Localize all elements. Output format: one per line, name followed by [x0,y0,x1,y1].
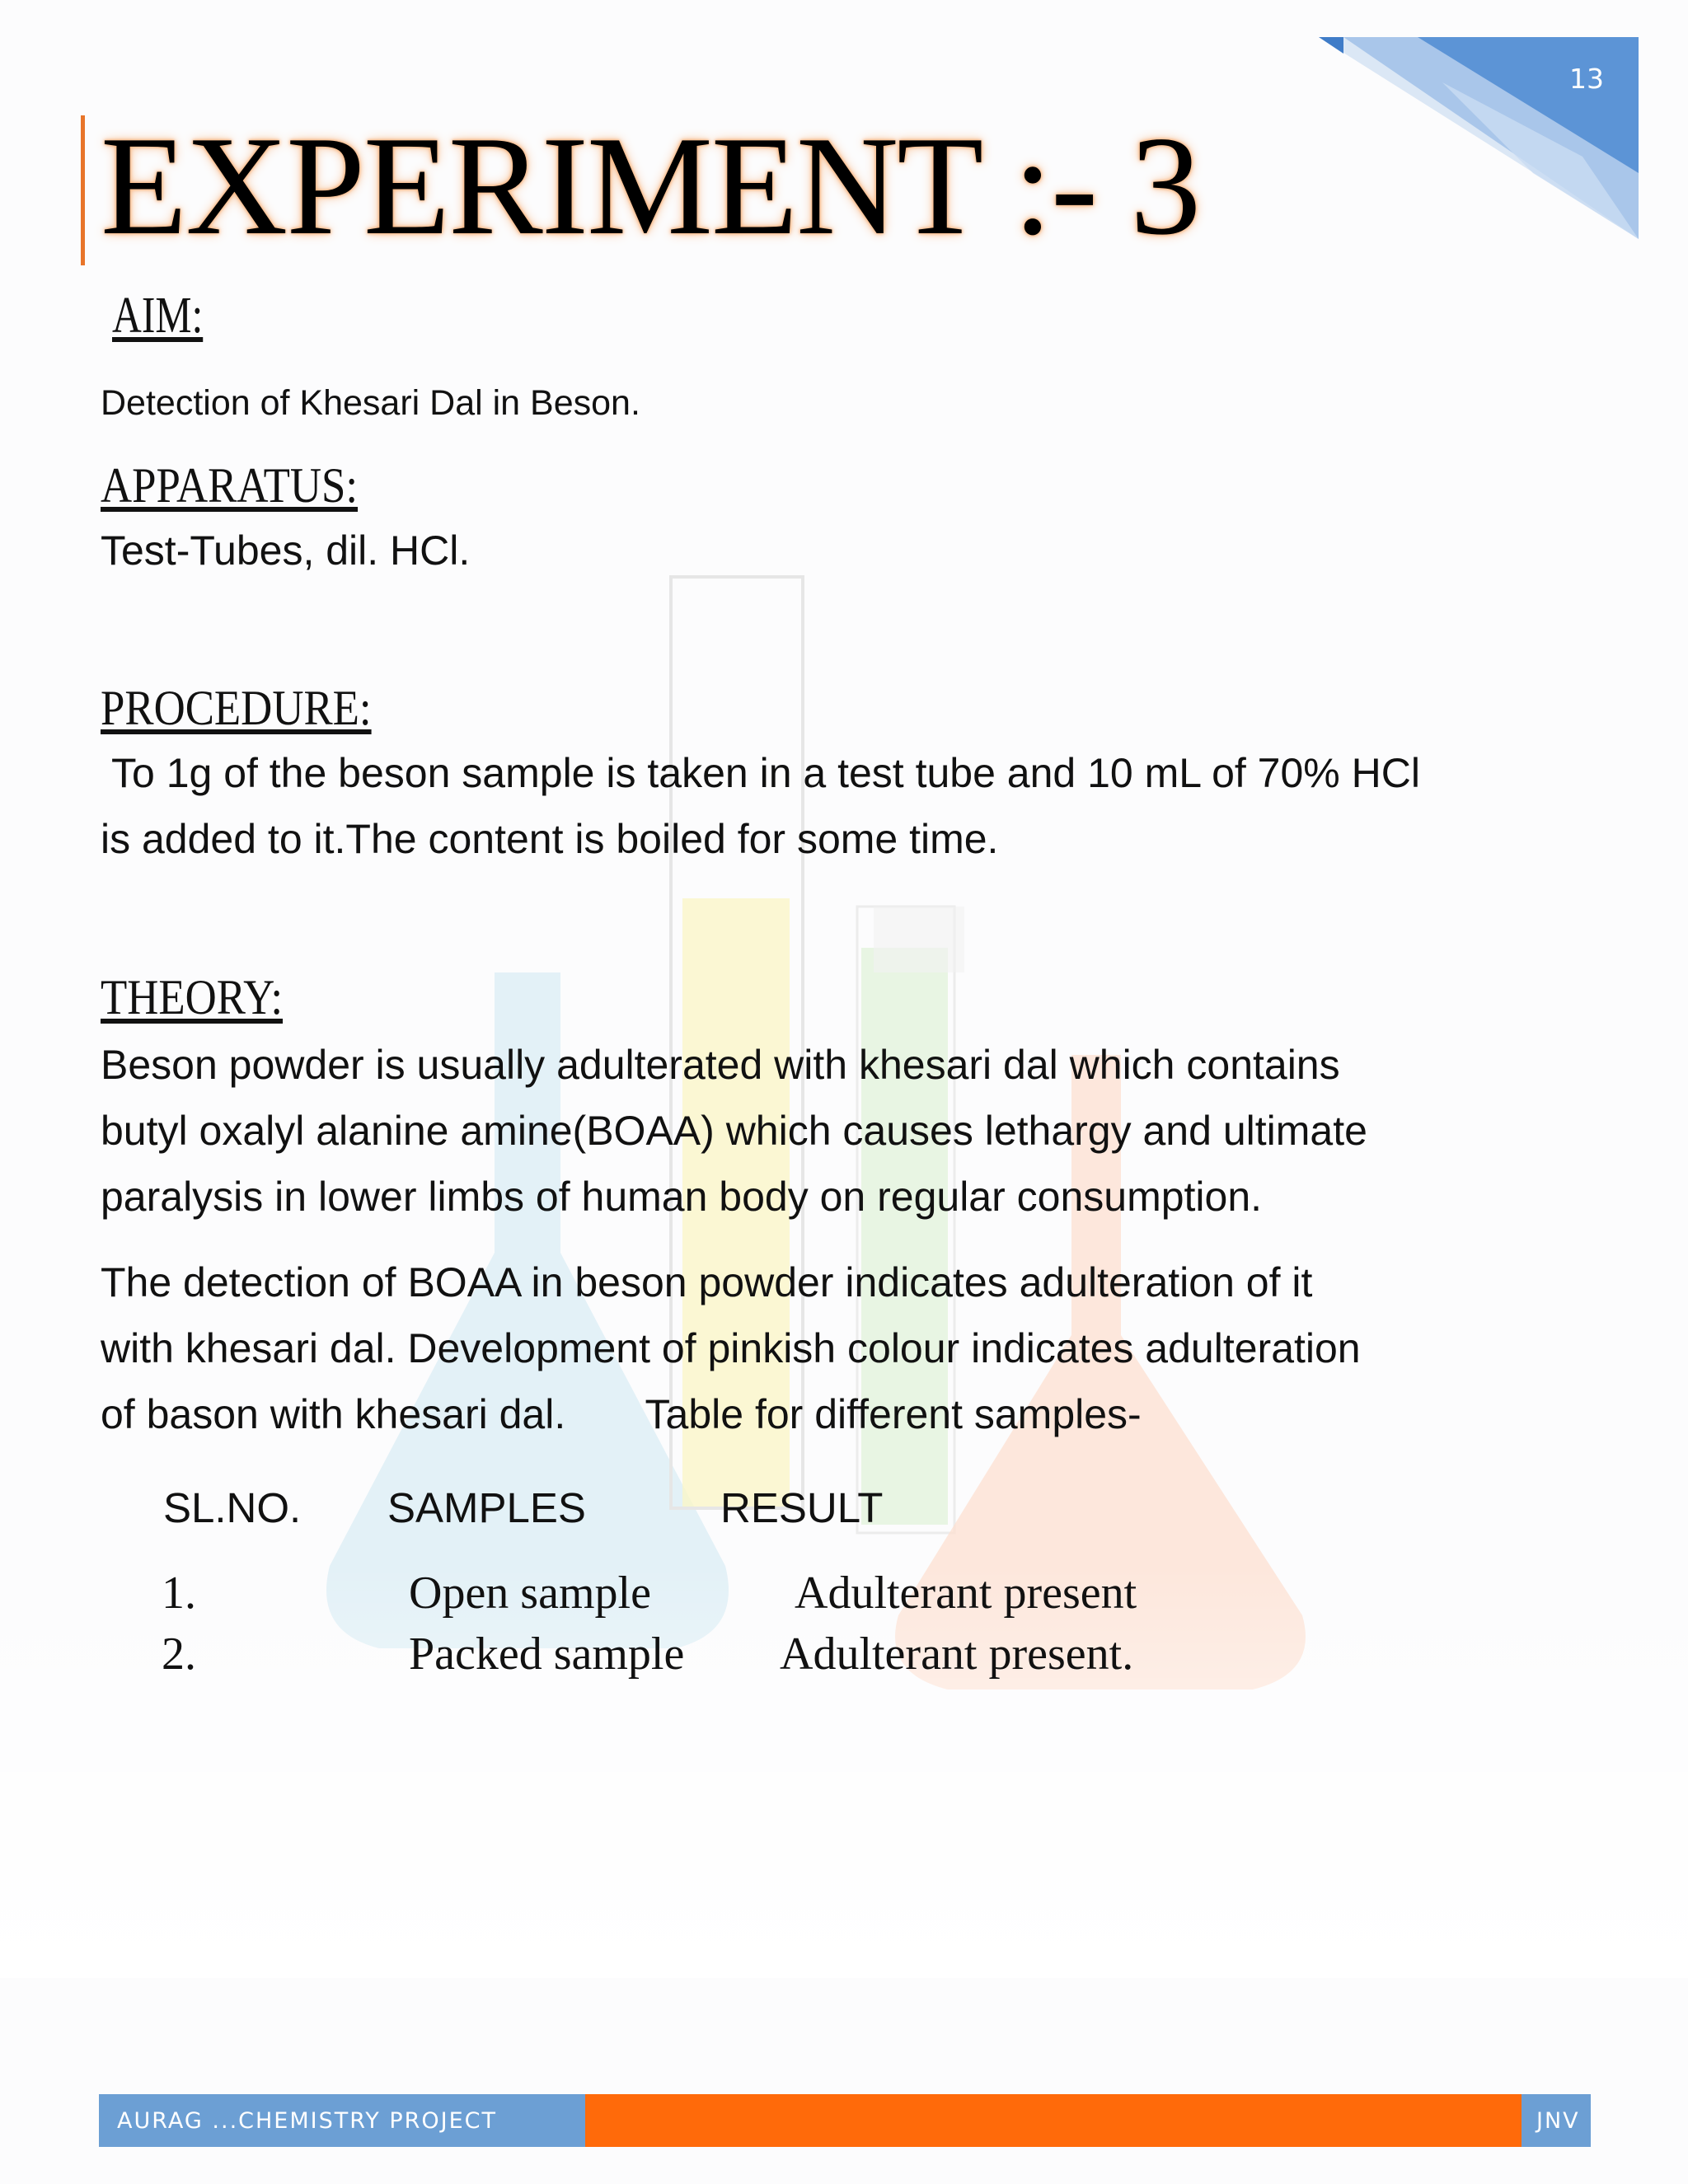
footer-right-band [1522,2094,1591,2147]
column-header-samples: SAMPLES [387,1484,586,1531]
row-result: Adulterant present [795,1568,1137,1619]
theory-line: butyl oxalyl alanine amine(BOAA) which causes lethargy and ultimate [101,1108,1367,1154]
footer-school-label: JNV [1536,2108,1580,2134]
footer-project-label: AURAG ...CHEMISTRY PROJECT [117,2108,498,2134]
procedure-text [101,740,1420,872]
theory-line: Beson powder is usually adulterated with khesari dal which contains [101,1042,1340,1088]
footer-left-band [99,2094,585,2147]
theory-paragraph-1 [101,1032,1367,1230]
aim-heading: AIM: [112,288,204,344]
column-header-slno: SL.NO. [163,1484,302,1531]
row-sl-number: 1. [162,1568,196,1619]
row-sample: Packed sample [409,1629,685,1680]
column-header-result: RESULT [720,1484,884,1531]
theory-heading: THEORY: [101,970,284,1024]
procedure-line: is added to it.The content is boiled for some time. [101,816,999,862]
aim-text: Detection of Khesari Dal in Beson. [101,383,640,423]
theory-paragraph-2 [101,1249,1361,1447]
theory-line: paralysis in lower limbs of human body on regular consumption. [101,1174,1263,1220]
procedure-heading: PROCEDURE: [101,681,372,735]
apparatus-heading: APPARATUS: [101,458,359,513]
row-sl-number: 2. [162,1629,196,1680]
title-accent-bar [81,115,85,265]
row-result: Adulterant present. [780,1629,1134,1680]
theory-line: of bason with khesari dal. Table for different samples- [101,1391,1142,1437]
apparatus-text: Test-Tubes, dil. HCl. [101,527,471,574]
theory-line: with khesari dal. Development of pinkish colour indicates adulteration [101,1325,1361,1371]
footer-orange-band [585,2094,1522,2147]
page-title: EXPERIMENT :- 3 [101,108,1200,265]
procedure-line: To 1g of the beson sample is taken in a test tube and 10 mL of 70% HCl [101,750,1420,796]
theory-line: The detection of BOAA in beson powder indicates adulteration of it [101,1259,1313,1305]
row-sample: Open sample [409,1568,651,1619]
page-number: 13 [1569,63,1604,95]
